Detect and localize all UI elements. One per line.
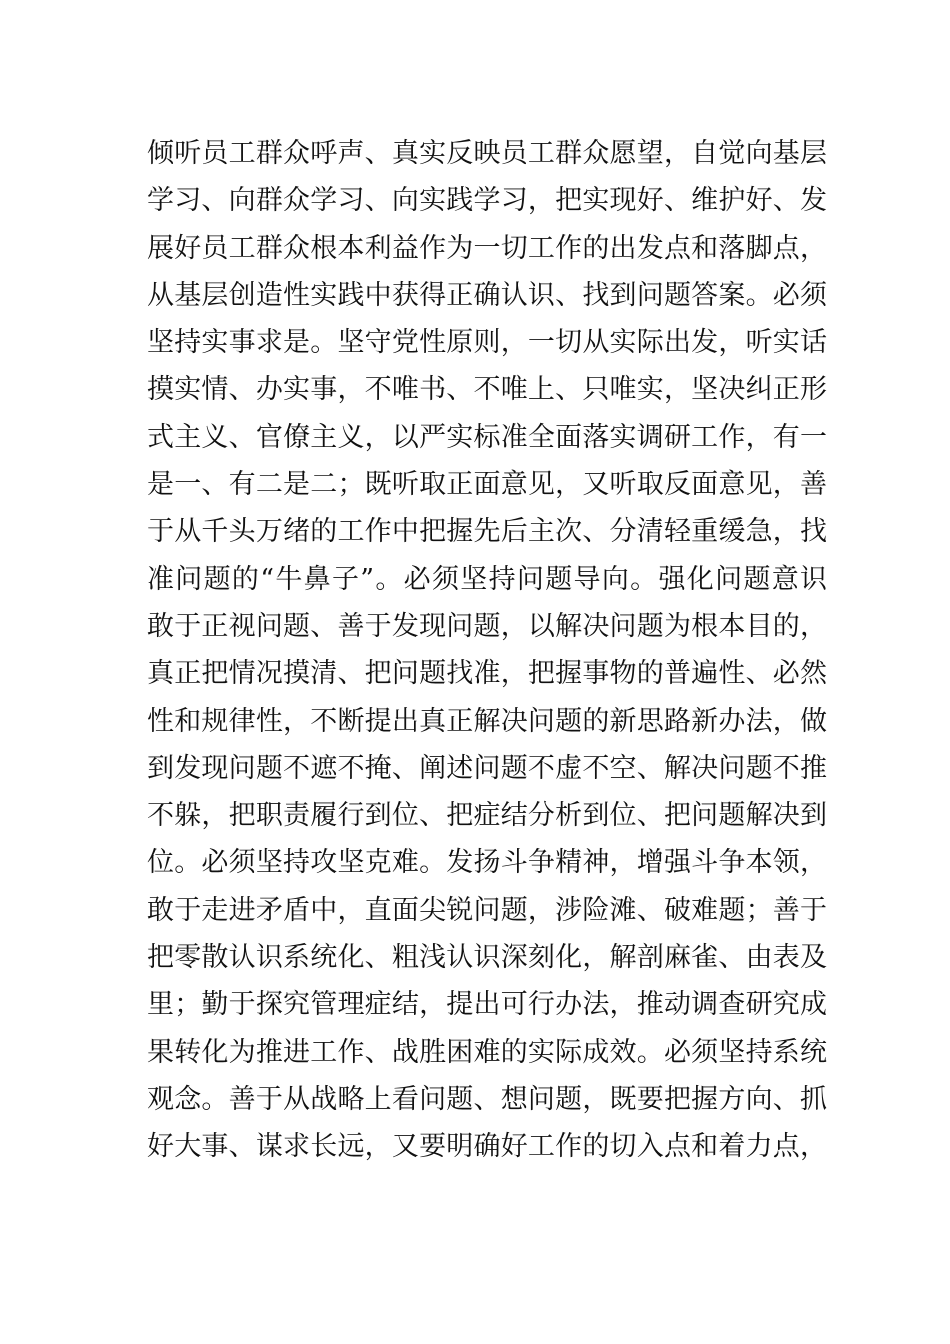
text-line: 坚持实事求是。坚守党性原则，一切从实际出发，听实话 [147, 327, 827, 359]
text-line: 好大事、谋求长远，又要明确好工作的切入点和着力点， [147, 1131, 827, 1163]
text-line: 把零散认识系统化、粗浅认识深刻化，解剖麻雀、由表及 [147, 942, 827, 974]
text-line: 准问题的“牛鼻子”。必须坚持问题导向。强化问题意识 [147, 563, 827, 595]
body-text [147, 130, 827, 1171]
text-line: 于从千头万绪的工作中把握先后主次、分清轻重缓急，找 [147, 516, 827, 548]
text-line: 学习、向群众学习、向实践学习，把实现好、维护好、发 [147, 185, 827, 217]
text-line: 果转化为推进工作、战胜困难的实际成效。必须坚持系统 [147, 1036, 827, 1068]
text-line: 真正把情况摸清、把问题找准，把握事物的普遍性、必然 [147, 658, 827, 690]
text-line: 展好员工群众根本利益作为一切工作的出发点和落脚点， [147, 232, 827, 264]
text-line: 是一、有二是二；既听取正面意见，又听取反面意见，善 [147, 469, 827, 501]
text-line: 里；勤于探究管理症结，提出可行办法，推动调查研究成 [147, 989, 827, 1021]
text-line: 式主义、官僚主义，以严实标准全面落实调研工作，有一 [147, 421, 827, 453]
text-line: 倾听员工群众呼声、真实反映员工群众愿望，自觉向基层 [147, 138, 827, 169]
text-line: 敢于走进矛盾中，直面尖锐问题，涉险滩、破难题；善于 [147, 894, 827, 926]
text-line: 从基层创造性实践中获得正确认识、找到问题答案。必须 [147, 279, 827, 311]
text-line: 到发现问题不遮不掩、阐述问题不虚不空、解决问题不推 [147, 752, 827, 784]
text-line: 不躲，把职责履行到位、把症结分析到位、把问题解决到 [147, 800, 827, 832]
text-line: 观念。善于从战略上看问题、想问题，既要把握方向、抓 [147, 1083, 827, 1115]
text-line: 性和规律性，不断提出真正解决问题的新思路新办法，做 [147, 705, 827, 737]
text-line: 敢于正视问题、善于发现问题，以解决问题为根本目的， [147, 610, 827, 642]
text-line: 位。必须坚持攻坚克难。发扬斗争精神，增强斗争本领， [147, 847, 827, 879]
text-line: 摸实情、办实事，不唯书、不唯上、只唯实，坚决纠正形 [147, 374, 827, 406]
